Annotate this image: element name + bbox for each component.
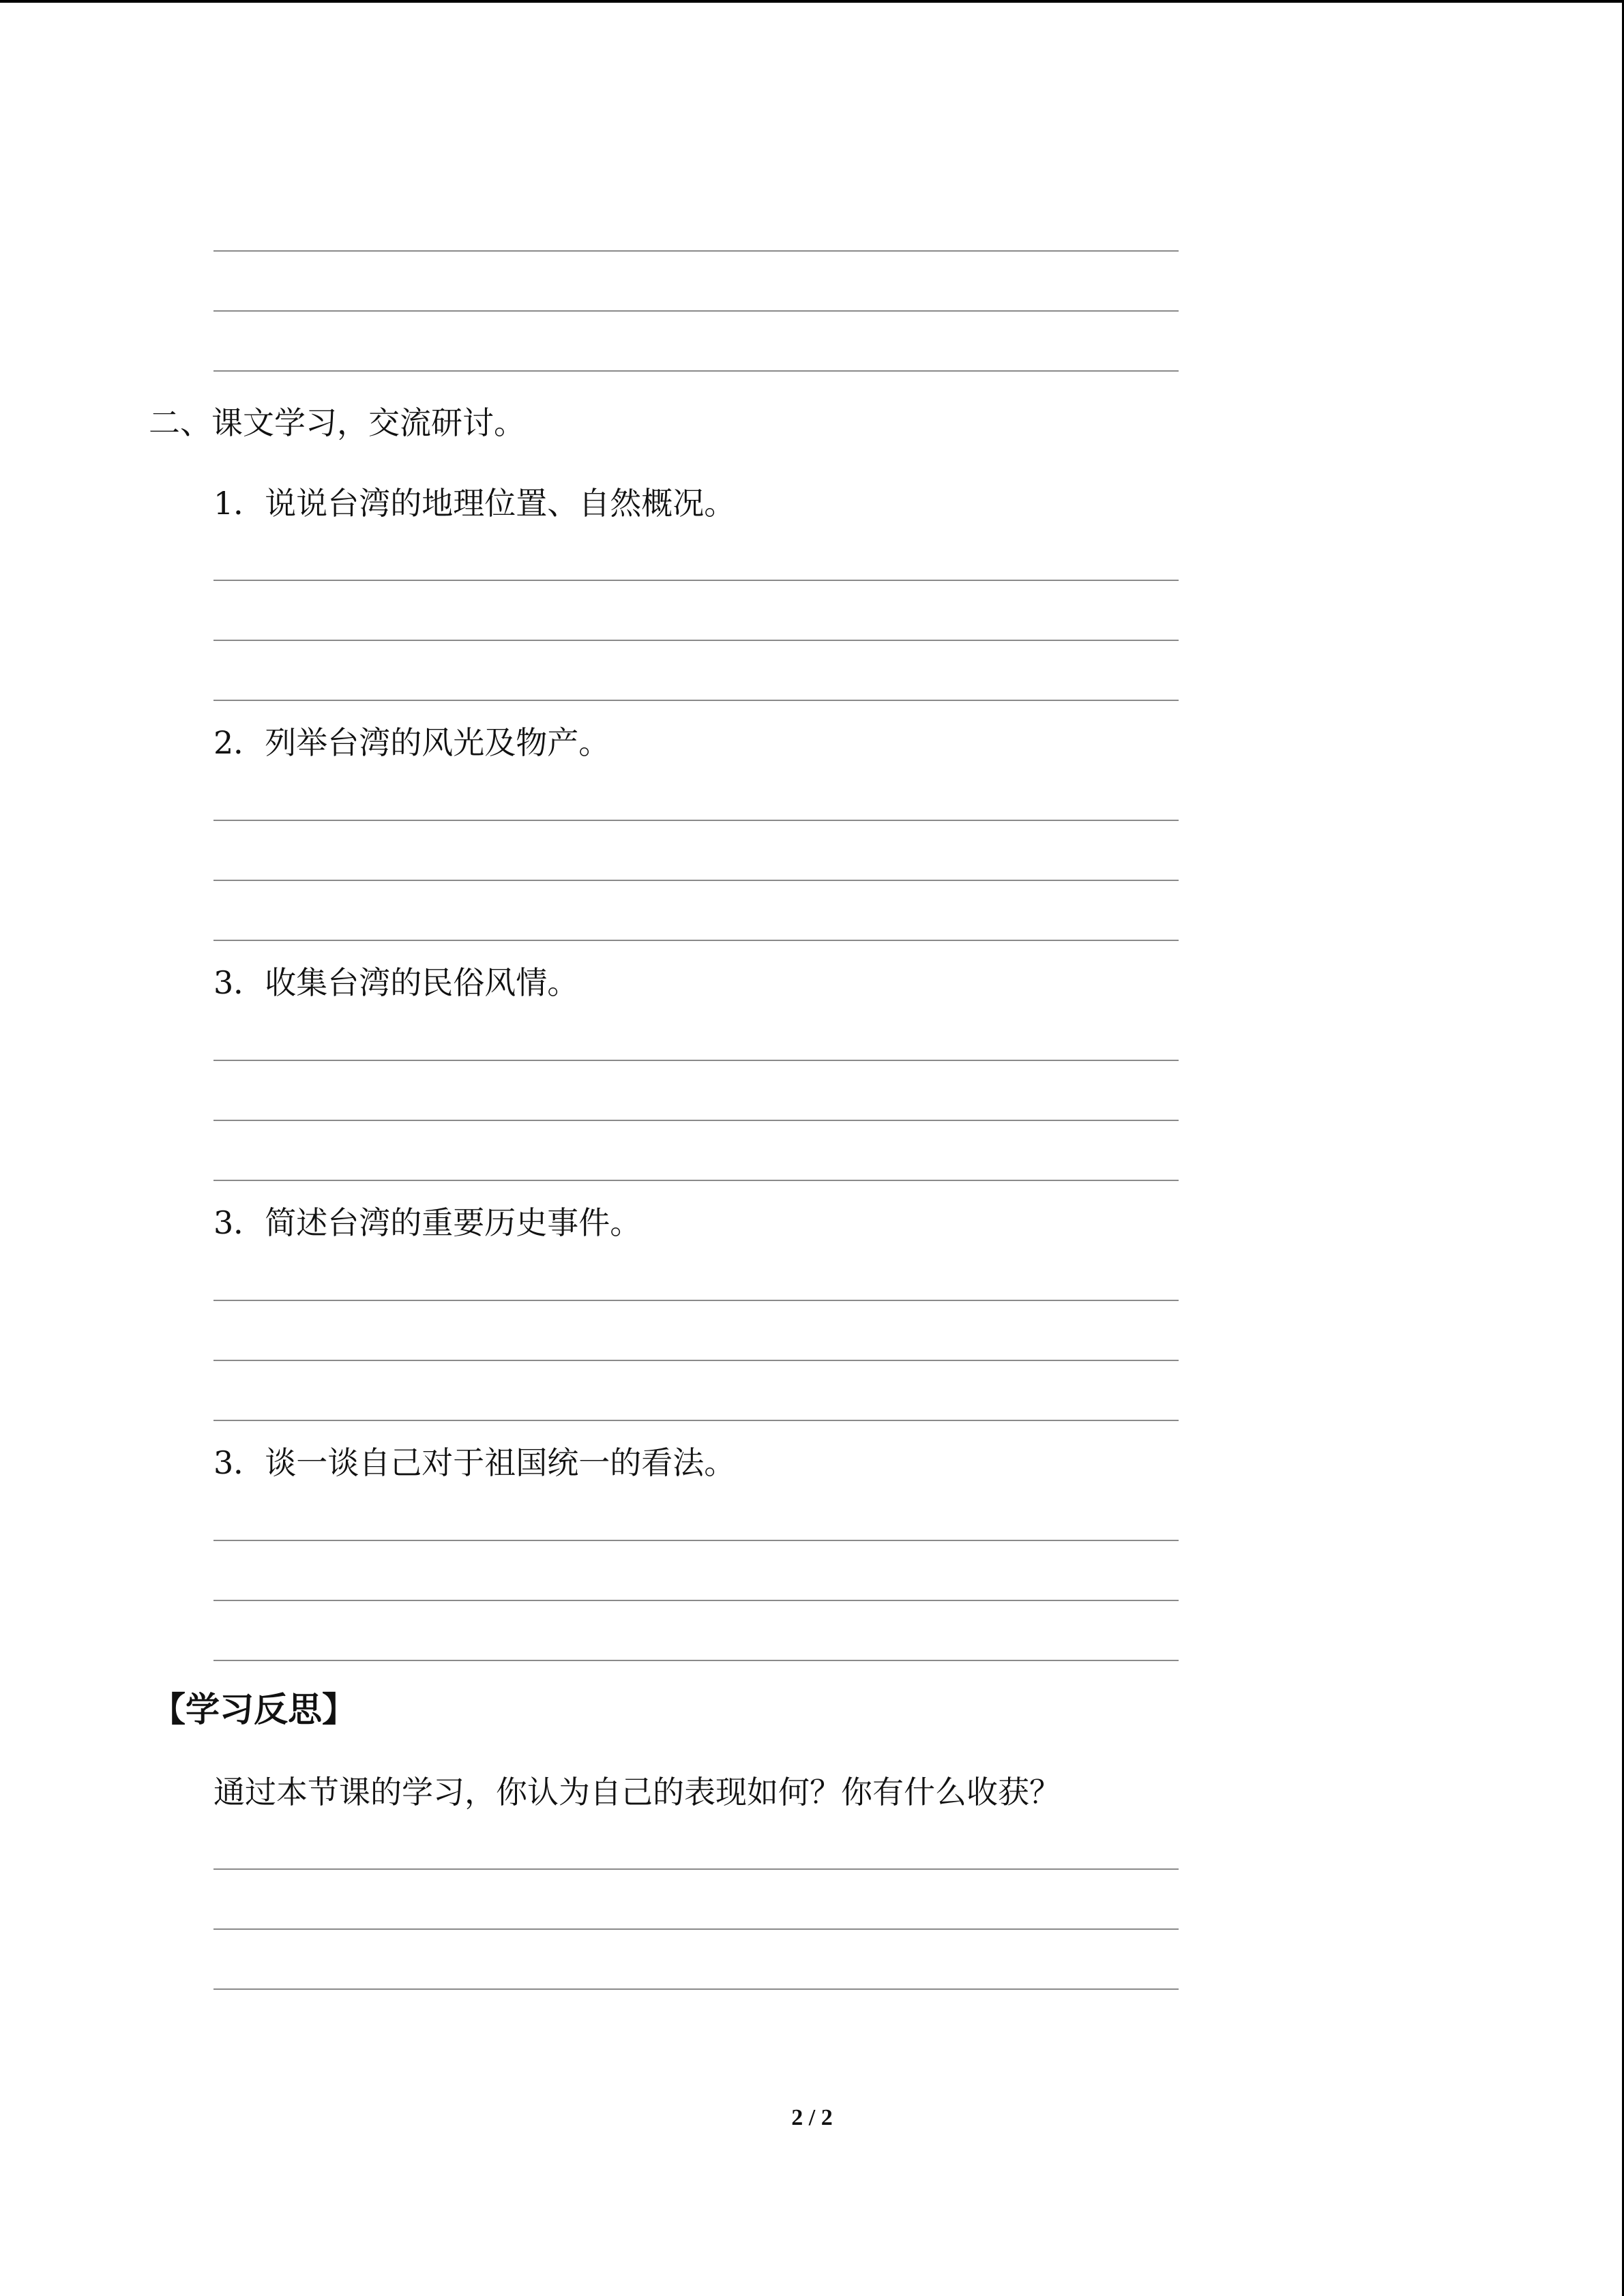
answer-line[interactable] (213, 940, 1179, 941)
question-5: 3．谈一谈自己对于祖国统一的看法。 (213, 1444, 736, 1481)
answer-line[interactable] (213, 310, 1179, 312)
answer-line[interactable] (213, 1060, 1179, 1061)
answer-line[interactable] (213, 1600, 1179, 1601)
answer-line[interactable] (213, 1660, 1179, 1661)
question-3: 3．收集台湾的民俗风情。 (213, 964, 579, 1001)
question-4: 3．简述台湾的重要历史事件。 (213, 1204, 642, 1241)
page-top-border (0, 0, 1624, 3)
answer-line[interactable] (213, 1120, 1179, 1121)
reflection-heading: 【学习反思】 (151, 1690, 356, 1729)
answer-line[interactable] (213, 1540, 1179, 1541)
answer-line[interactable] (213, 700, 1179, 701)
answer-line[interactable] (213, 1300, 1179, 1301)
answer-line[interactable] (213, 880, 1179, 881)
page-number: 2 / 2 (791, 2105, 833, 2130)
question-1: 1．说说台湾的地理位置、自然概况。 (213, 485, 736, 522)
answer-line[interactable] (213, 1360, 1179, 1361)
answer-line[interactable] (213, 580, 1179, 581)
answer-line[interactable] (213, 1928, 1179, 1930)
reflection-prompt: 通过本节课的学习，你认为自己的表现如何？你有什么收获？ (213, 1774, 1061, 1810)
question-2: 2．列举台湾的风光及物产。 (213, 724, 610, 761)
answer-line[interactable] (213, 250, 1179, 252)
section-heading: 二、课文学习，交流研讨。 (149, 404, 525, 441)
answer-line[interactable] (213, 1180, 1179, 1181)
answer-line[interactable] (213, 640, 1179, 641)
answer-line[interactable] (213, 820, 1179, 821)
answer-line[interactable] (213, 1420, 1179, 1421)
answer-line[interactable] (213, 1988, 1179, 1990)
answer-line[interactable] (213, 370, 1179, 372)
answer-line[interactable] (213, 1868, 1179, 1870)
